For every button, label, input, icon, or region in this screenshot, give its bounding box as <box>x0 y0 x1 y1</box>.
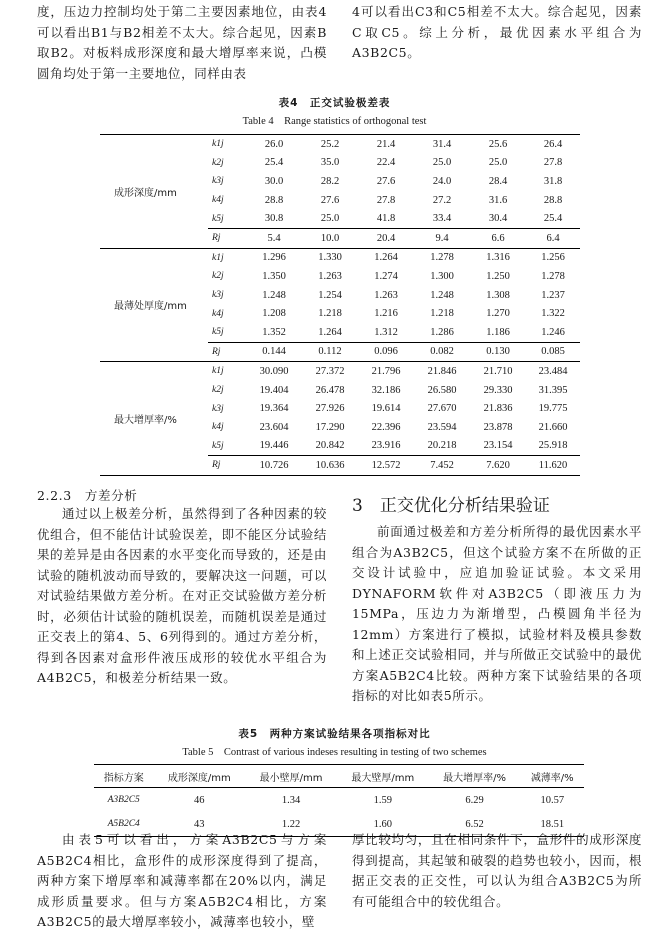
table4-cell: 0.112 <box>302 342 358 362</box>
table4-row-symbol: k3j <box>212 403 224 414</box>
bottom-left-text: 由表5可以看出，方案A3B2C5与方案A5B2C4相比，盒形件的成形深度得到了提高，两种方案下增厚率和减薄率都在20%以内，满足成形质量要求。但与方案A5B2C4相比，方案A3B2C5的最大增厚率较小，减薄率也较小，壁 <box>37 832 327 929</box>
table4-cell: 27.8 <box>543 157 563 169</box>
table5-cell: 10.57 <box>540 794 565 806</box>
table4-cell: 30.8 <box>264 213 284 225</box>
table5-cell: 1.34 <box>281 794 301 806</box>
table4-cell: 5.4 <box>246 228 302 248</box>
table4-cell: 25.4 <box>543 213 563 225</box>
table5-row <box>94 788 584 813</box>
table4-cell: 26.580 <box>427 384 457 396</box>
table4-cell: 25.0 <box>488 157 508 169</box>
table4-cell: 25.4 <box>264 157 284 169</box>
table4-cell: 30.0 <box>264 175 284 187</box>
table4-cell: 27.8 <box>376 194 396 206</box>
table4-row-symbol: k4j <box>212 308 224 319</box>
table4-cell: 1.208 <box>262 308 286 320</box>
table4-cell: 0.082 <box>414 342 470 362</box>
top-left-paragraph <box>37 2 327 84</box>
table5-header: 减薄率/% <box>521 765 585 788</box>
table4-cell: 29.330 <box>483 384 513 396</box>
table4-row-symbol: Rj <box>208 228 246 248</box>
table4-cell: 23.878 <box>483 421 513 433</box>
table4-cell: 0.130 <box>470 342 526 362</box>
table4-row-symbol: k3j <box>212 176 224 187</box>
table5-cell: 43 <box>194 818 205 830</box>
table5-cell: 6.52 <box>465 818 484 830</box>
table4-cell: 17.290 <box>315 421 345 433</box>
table4-cell: 27.670 <box>427 403 457 415</box>
table4-cell: 1.263 <box>318 270 342 282</box>
table4-cell: 10.726 <box>246 456 302 476</box>
table4-cell: 0.144 <box>246 342 302 362</box>
table5-caption-cn: 表5 两种方案试验结果各项指标对比 <box>238 728 431 740</box>
table4-cell: 0.096 <box>358 342 414 362</box>
table4-cell: 25.6 <box>470 135 526 154</box>
table5-cell: 6.29 <box>465 794 484 806</box>
table4-row-symbol: Rj <box>208 456 246 476</box>
table4-cell: 22.396 <box>371 421 401 433</box>
table4-cell: 20.4 <box>358 228 414 248</box>
table4-cell: 31.4 <box>414 135 470 154</box>
table4-cell: 1.256 <box>526 248 580 267</box>
table5-scheme-contrast <box>94 764 584 837</box>
bottom-right-text: 厚比较均匀，且在相同条件下，盒形件的成形深度得到提高，其起皱和破裂的趋势也较小，因而，根据正交表的正交性，可以认为组合A3B2C5为所有可能组合中的较优组合。 <box>352 832 642 909</box>
table4-cell: 20.218 <box>427 440 457 452</box>
table4-cell: 19.404 <box>259 384 289 396</box>
table4-cell: 32.186 <box>371 384 401 396</box>
table4-caption-cn: 表4 正交试验极差表 <box>278 97 391 109</box>
table5-header: 最大壁厚/mm <box>337 765 429 788</box>
table4-cell: 26.478 <box>315 384 345 396</box>
table4-row-symbol: k1j <box>208 362 246 381</box>
table4-cell: 1.352 <box>262 326 286 338</box>
table4-row-symbol: Rj <box>208 342 246 362</box>
table4-cell: 12.572 <box>358 456 414 476</box>
table4-cell: 7.452 <box>414 456 470 476</box>
table4-cell: 1.248 <box>262 289 286 301</box>
top-left-text: 度，压边力控制均处于第二主要因素地位，由表4可以看出B1与B2相差不太大。综合起见，因素B取B2。对板料成形深度和最大增厚率来说，凸模圆角均处于第一主要地位，同样由表 <box>37 4 327 81</box>
table4-cell: 1.246 <box>541 326 565 338</box>
table5-cell: 18.51 <box>540 818 565 830</box>
table5-scheme: A5B2C4 <box>107 819 140 829</box>
table5-header: 最大增厚率/% <box>429 765 521 788</box>
table4-cell: 28.8 <box>543 194 563 206</box>
table5-scheme: A3B2C5 <box>107 795 140 805</box>
table4-cell: 23.484 <box>526 362 580 381</box>
table4-cell: 22.4 <box>376 157 396 169</box>
table4-cell: 1.322 <box>541 308 565 320</box>
table4-cell: 1.296 <box>246 248 302 267</box>
table4-cell: 1.286 <box>430 326 454 338</box>
table4-cell: 10.0 <box>302 228 358 248</box>
table4-cell: 41.8 <box>376 213 396 225</box>
table4-cell: 1.250 <box>486 270 510 282</box>
table4-cell: 19.364 <box>259 403 289 415</box>
table4-group-label: 最薄处厚度/mm <box>100 248 208 362</box>
table4-cell: 6.6 <box>470 228 526 248</box>
table4-row <box>100 248 580 267</box>
table4-cell: 1.316 <box>470 248 526 267</box>
table4-cell: 33.4 <box>432 213 452 225</box>
table4-row-symbol: k3j <box>212 290 224 301</box>
table4-cell: 19.614 <box>371 403 401 415</box>
table4-cell: 31.395 <box>538 384 568 396</box>
table4-cell: 1.270 <box>486 308 510 320</box>
table4-row-symbol: k1j <box>208 135 246 154</box>
table4-cell: 35.0 <box>320 157 340 169</box>
section-3-body <box>352 522 642 707</box>
table5-header: 最小壁厚/mm <box>245 765 337 788</box>
section-223-text: 通过以上极差分析，虽然得到了各种因素的较优组合，但不能估计试验误差，即不能区分试验结果的差异是由各因素的水平变化而导致的，还是由试验的随机波动而导致的，要解决这一问题，可以对试验结果做方差分析。在对正交试验做方差分析时，必须估计试验的随机误差，而随机误差是通过正交表上的第4、5、6列得到的。通过方差分析，得到各因素对盒形件液压成形的较优水平组合为A4B2C5，和极差分析结果一致。 <box>37 506 327 685</box>
table4-cell: 1.263 <box>374 289 398 301</box>
table4-cell: 19.446 <box>259 440 289 452</box>
bottom-right-paragraph <box>352 830 642 912</box>
table4-row-symbol: k4j <box>212 422 224 433</box>
table4-cell: 21.660 <box>538 421 568 433</box>
table4-cell: 1.308 <box>486 289 510 301</box>
table4-cell: 21.710 <box>470 362 526 381</box>
table4-cell: 27.372 <box>302 362 358 381</box>
table4-caption-en: Table 4 Range statistics of orthogonal test <box>242 116 427 127</box>
table4-cell: 25.918 <box>538 440 568 452</box>
table4-cell: 31.6 <box>488 194 508 206</box>
section-223-body <box>37 504 327 689</box>
table4-row-symbol: k1j <box>208 248 246 267</box>
table4-cell: 30.4 <box>488 213 508 225</box>
table5-cell: 1.59 <box>373 794 393 806</box>
table4-cell: 1.186 <box>486 326 510 338</box>
table5-cell: 46 <box>194 794 205 806</box>
section-3-heading: 3 正交优化分析结果验证 <box>352 496 550 516</box>
table5-header: 成形深度/mm <box>153 765 245 788</box>
section-223-heading: 2.2.3 方差分析 <box>37 488 138 503</box>
table4-cell: 27.2 <box>432 194 452 206</box>
table4-cell: 1.264 <box>358 248 414 267</box>
table4-cell: 10.636 <box>302 456 358 476</box>
table4-cell: 21.796 <box>358 362 414 381</box>
table4-cell: 31.8 <box>543 175 563 187</box>
table4-cell: 1.218 <box>318 308 342 320</box>
table4-row-symbol: k5j <box>212 213 224 224</box>
table4-row-symbol: k2j <box>212 157 224 168</box>
table4-cell: 24.0 <box>432 175 452 187</box>
table4-cell: 1.330 <box>302 248 358 267</box>
table4-cell: 25.2 <box>302 135 358 154</box>
section-3-text: 前面通过极差和方差分析所得的最优因素水平组合为A3B2C5，但这个试验方案不在所做的正交设计试验中，应追加验证试验。本文采用DYNAFORM软件对A3B2C5（即液压力为15MPa，压边力为渐增型，凸模圆角半径为12mm）方案进行了模拟，试验材料及模具参数和上述正交试验相同，并与所做正交试验中的最优方案A5B2C4比较。两种方案下试验结果的各项指标的对比如表5所示。 <box>352 524 642 703</box>
table4-row <box>100 362 580 381</box>
table4-cell: 1.218 <box>430 308 454 320</box>
top-right-text: 4可以看出C3和C5相差不太大。综合起见，因素C取C5。综上分析，最优因素水平组合为A3B2C5。 <box>352 4 642 60</box>
table4-cell: 1.278 <box>541 270 565 282</box>
table5-caption-en: Table 5 Contrast of various indeses resulting in testing of two schemes <box>182 747 487 758</box>
top-right-paragraph <box>352 2 642 64</box>
table4-cell: 1.248 <box>430 289 454 301</box>
table4-cell: 23.604 <box>259 421 289 433</box>
table4-cell: 23.594 <box>427 421 457 433</box>
table4-row-symbol: k5j <box>212 440 224 451</box>
table4-cell: 27.6 <box>320 194 340 206</box>
table4-cell: 20.842 <box>315 440 345 452</box>
table4-group-label: 成形深度/mm <box>100 135 208 249</box>
table4-cell: 1.254 <box>318 289 342 301</box>
table4-cell: 0.085 <box>526 342 580 362</box>
table4-cell: 1.300 <box>430 270 454 282</box>
table4-row-symbol: k5j <box>212 327 224 338</box>
table4-cell: 7.620 <box>470 456 526 476</box>
table4-cell: 19.775 <box>538 403 568 415</box>
table4-cell: 6.4 <box>526 228 580 248</box>
table4-cell: 27.926 <box>315 403 345 415</box>
table4-cell: 1.312 <box>374 326 398 338</box>
table4-cell: 23.154 <box>483 440 513 452</box>
table4-row-symbol: k4j <box>212 195 224 206</box>
table4-cell: 11.620 <box>526 456 580 476</box>
table4-cell: 27.6 <box>376 175 396 187</box>
table4-cell: 25.0 <box>320 213 340 225</box>
table4-cell: 26.0 <box>246 135 302 154</box>
table4-range-statistics <box>100 134 580 476</box>
table4-cell: 21.836 <box>483 403 513 415</box>
table4-cell: 1.278 <box>414 248 470 267</box>
table5-cell: 1.22 <box>281 818 301 830</box>
table4-cell: 1.274 <box>374 270 398 282</box>
table4-cell: 21.846 <box>414 362 470 381</box>
table4-cell: 1.237 <box>541 289 565 301</box>
table4-row <box>100 135 580 154</box>
table5-cell: 1.60 <box>373 818 393 830</box>
table4-cell: 21.4 <box>358 135 414 154</box>
table4-row-symbol: k2j <box>212 271 224 282</box>
table4-cell: 1.216 <box>374 308 398 320</box>
table4-cell: 28.2 <box>320 175 340 187</box>
table4-cell: 1.350 <box>262 270 286 282</box>
table4-cell: 23.916 <box>371 440 401 452</box>
table4-cell: 1.264 <box>318 326 342 338</box>
table5-header: 指标方案 <box>94 765 153 788</box>
table4-cell: 28.8 <box>264 194 284 206</box>
table4-cell: 25.0 <box>432 157 452 169</box>
table4-cell: 9.4 <box>414 228 470 248</box>
table4-cell: 30.090 <box>246 362 302 381</box>
table4-group-label: 最大增厚率/% <box>100 362 208 476</box>
table4-cell: 28.4 <box>488 175 508 187</box>
table4-cell: 26.4 <box>526 135 580 154</box>
bottom-left-paragraph <box>37 830 327 933</box>
table4-row-symbol: k2j <box>212 385 224 396</box>
